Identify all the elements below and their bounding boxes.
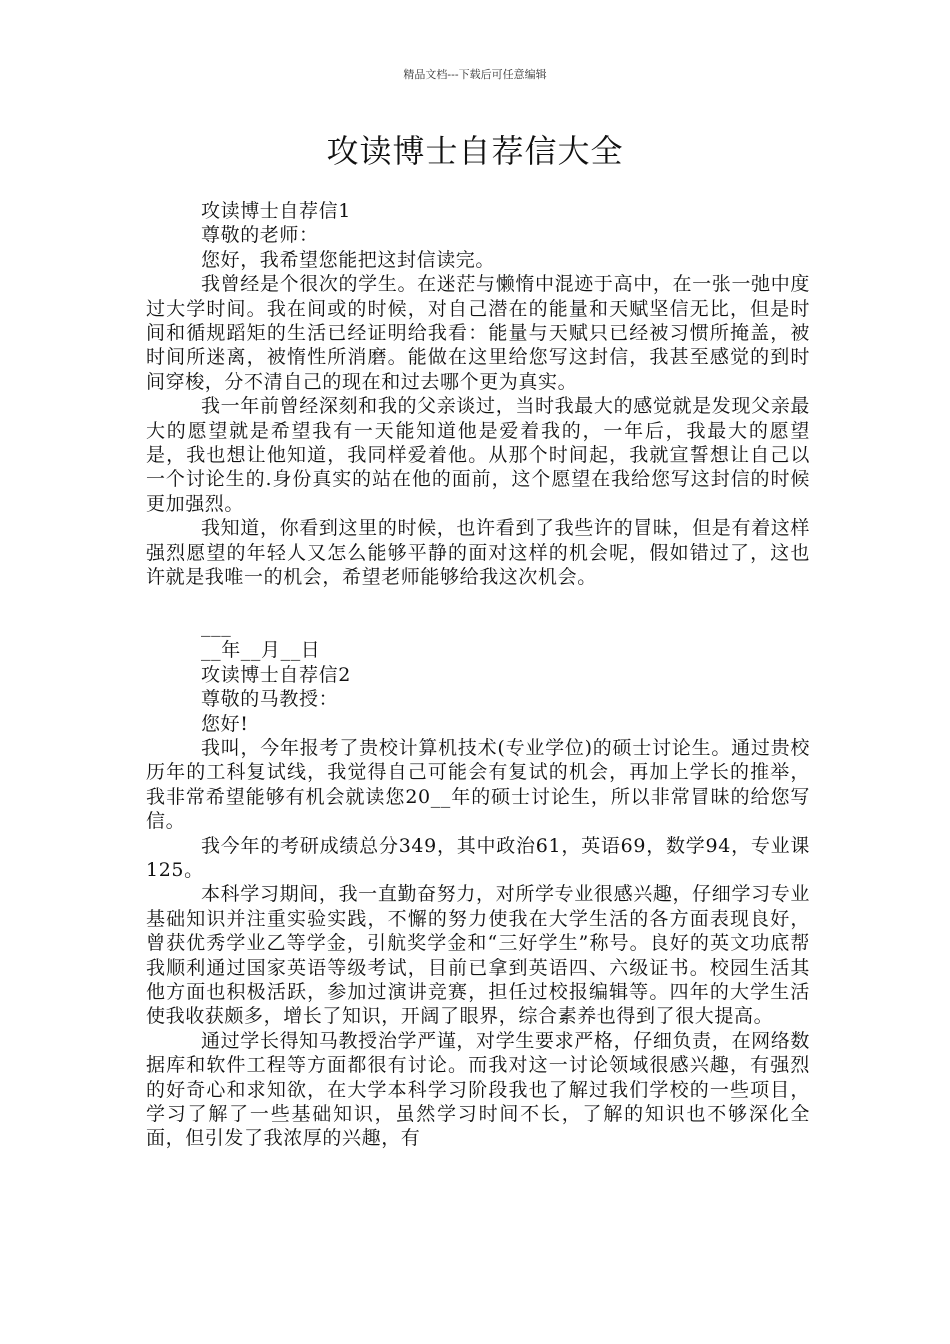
letter2-heading: 攻读博士自荐信2 <box>201 663 351 686</box>
letter2-paragraph: 我叫，今年报考了贵校计算机技术(专业学位)的硕士讨论生。通过贵校历年的工科复试线，我觉得自己可能会有复试的机会，再加上学长的推举，我非常希望能够有机会就读您20__年的硕士讨论生，所以非常冒昧的给您写信。 <box>146 736 810 833</box>
document-title: 攻读博士自荐信大全 <box>326 132 624 170</box>
letter2-paragraph: 本科学习期间，我一直勤奋努力，对所学专业很感兴趣，仔细学习专业基础知识并注重实验实践，不懈的努力使我在大学生活的各方面表现良好，曾获优秀学业乙等学金，引航奖学金和“三好学生”称号。良好的英文功底帮我顺利通过国家英语等级考试，目前已拿到英语四、六级证书。校园生活其他方面也积极活跃，参加过演讲竞赛，担任过校报编辑等。四年的大学生活使我收获颇多，增长了知识，开阔了眼界，综合素养也得到了很大提高。 <box>146 883 810 1028</box>
letter2-greeting: 您好! <box>201 712 249 735</box>
letter1-greeting: 您好，我希望您能把这封信读完。 <box>201 248 496 271</box>
letter1-salutation: 尊敬的老师： <box>201 224 319 247</box>
letter1-paragraph: 我曾经是个很次的学生。在迷茫与懒惰中混迹于高中，在一张一弛中度过大学时间。我在间或的时候，对自己潜在的能量和天赋坚信无比，但是时间和循规蹈矩的生活已经证明给我看：能量与天赋只已经被习惯所掩盖，被时间所迷离，被惰性所消磨。能做在这里给您写这封信，我甚至感觉的到时间穿梭，分不清自己的现在和过去哪个更为真实。 <box>146 273 810 393</box>
letter1-paragraph: 我一年前曾经深刻和我的父亲谈过，当时我最大的感觉就是发现父亲最大的愿望就是希望我有一天能知道他是爱着我的，一年后，我最大的愿望是，我也想让他知道，我同样爱着他。从那个时间起，我就宣誓想让自己以一个讨论生的.身份真实的站在他的面前，这个愿望在我给您写这封信的时候更加强烈。 <box>146 395 810 515</box>
letter1-paragraph: 我知道，你看到这里的时候，也许看到了我些许的冒昧，但是有着这样强烈愿望的年轻人又怎么能够平静的面对这样的机会呢，假如错过了，这也许就是我唯一的机会，希望老师能够给我这次机会。 <box>146 517 810 589</box>
page-header-note: 精品文档---下载后可任意编辑 <box>403 68 547 81</box>
letter2-paragraph: 通过学长得知马教授治学严谨，对学生要求严格，仔细负责，在网络数据库和软件工程等方面都很有讨论。而我对这一讨论领域很感兴趣，有强烈的好奇心和求知欲，在大学本科学习阶段我也了解过我们学校的一些项目，学习了解了一些基础知识，虽然学习时间不长，了解的知识也不够深化全面，但引发了我浓厚的兴趣，有 <box>146 1029 810 1150</box>
letter2-paragraph: 我今年的考研成绩总分349，其中政治61，英语69，数学94，专业课125。 <box>146 834 810 881</box>
letter1-date-line: __年__月__日 <box>201 639 321 662</box>
document-body <box>146 199 810 1151</box>
letter2-salutation: 尊敬的马教授： <box>201 688 339 711</box>
letter1-signature-blank: ___ <box>201 614 232 637</box>
letter1-heading: 攻读博士自荐信1 <box>201 200 351 222</box>
blank-line <box>146 590 810 614</box>
